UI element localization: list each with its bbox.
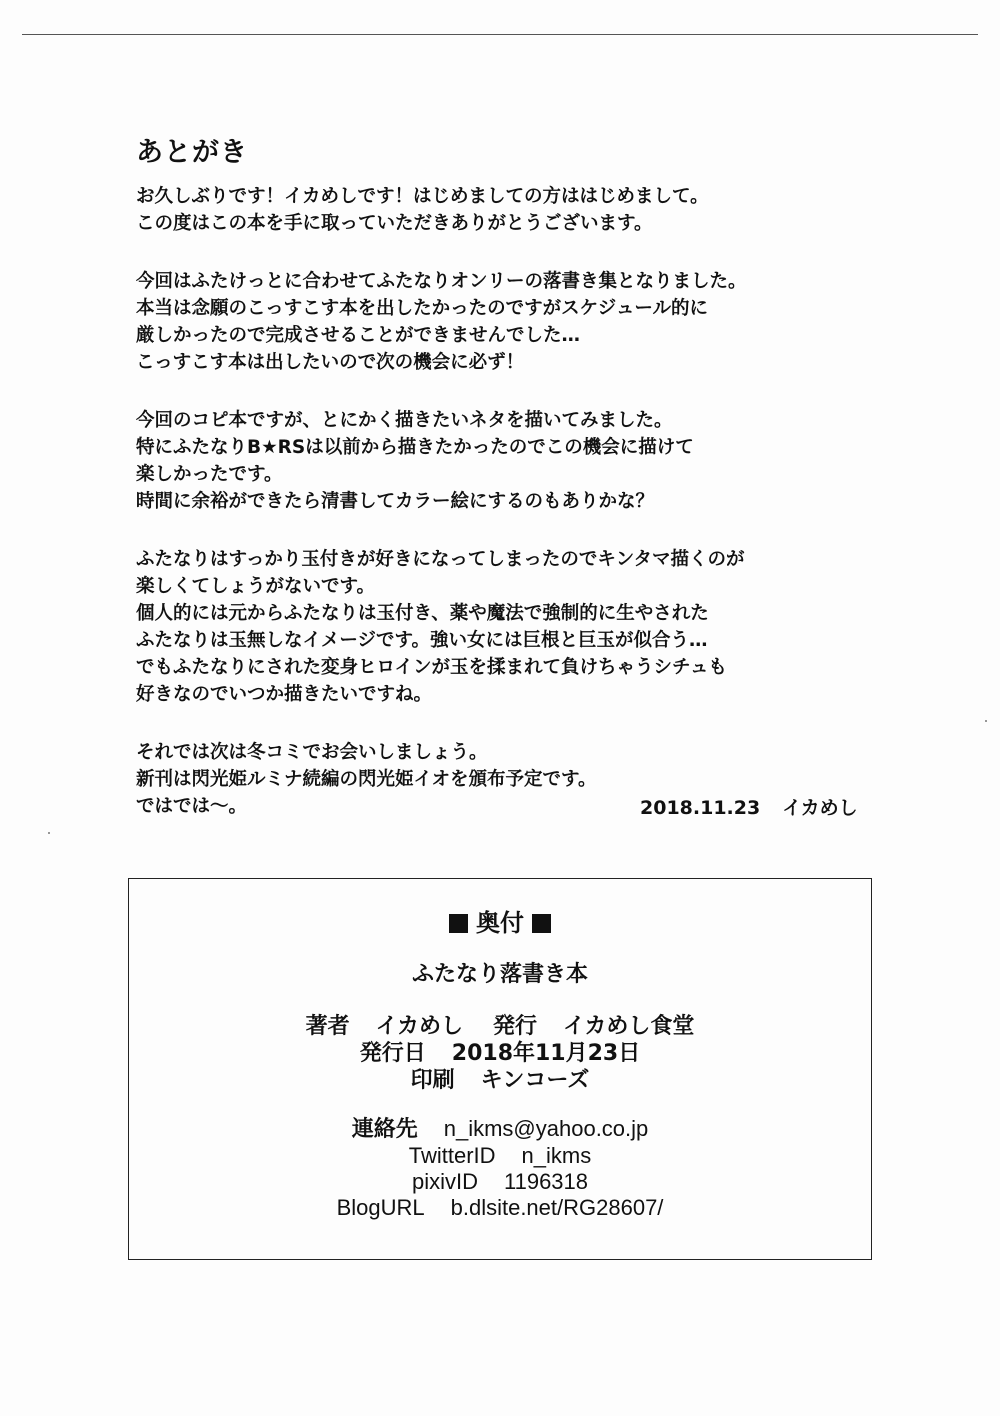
text-line: でもふたなりにされた変身ヒロインが玉を揉まれて負けちゃうシチュも: [136, 657, 727, 678]
author-label: 著者: [305, 1014, 350, 1039]
blog-value: b.dlsite.net/RG28607/: [450, 1195, 664, 1220]
issue-date-value: 2018年11月23日: [451, 1041, 641, 1066]
credits-row-printer: [129, 1067, 871, 1094]
scan-speck: [985, 720, 987, 722]
text-line: 好きなのでいつか描きたいですね。: [136, 684, 433, 705]
colophon-heading-label: 奥付: [476, 909, 524, 937]
publisher-label: 発行: [493, 1014, 538, 1039]
black-square-icon: [532, 914, 551, 933]
printer-label: 印刷: [410, 1068, 455, 1093]
afterword-paragraph-1: [136, 183, 896, 237]
afterword-title: あとがき: [136, 137, 248, 168]
text-line: 今回のコピ本ですが、とにかく描きたいネタを描いてみました。: [136, 410, 673, 431]
afterword-section: [136, 130, 896, 851]
afterword-paragraph-3: [136, 407, 896, 515]
twitter-value: n_ikms: [521, 1143, 592, 1168]
text-line: ふたなりはすっかり玉付きが好きになってしまったのでキンタマ描くのが: [136, 549, 745, 570]
credits-row-issue-date: [129, 1040, 871, 1067]
contact-label: 連絡先: [351, 1117, 418, 1142]
colophon-heading: [129, 903, 871, 938]
text-line: それでは次は冬コミでお会いしましょう。: [136, 742, 488, 763]
text-line: 本当は念願のこっすこす本を出したかったのですがスケジュール的に: [136, 298, 709, 319]
issue-date-label: 発行日: [359, 1041, 426, 1066]
afterword-signature: [640, 793, 858, 820]
text-line: この度はこの本を手に取っていただきありがとうございます。: [136, 213, 653, 234]
text-line: ふたなりは玉無しなイメージです。強い女には巨根と巨玉が似合う…: [136, 630, 708, 651]
text-line: お久しぶりです！イカめしです！はじめましての方ははじめまして。: [136, 186, 709, 207]
pixiv-label: pixivID: [411, 1169, 478, 1194]
contact-row-pixiv: [129, 1169, 871, 1195]
colophon-credits: [129, 1013, 871, 1094]
text-line: 今回はふたけっとに合わせてふたなりオンリーの落書き集となりました。: [136, 271, 747, 292]
text-line: 時間に余裕ができたら清書してカラー絵にするのもありかな？: [136, 491, 655, 512]
contact-row-email: [129, 1116, 871, 1143]
text-line: 特にふたなりB★RSは以前から描きたかったのでこの機会に描けて: [136, 437, 694, 458]
publisher-value: イカめし食堂: [563, 1014, 695, 1039]
colophon-contacts: [129, 1116, 871, 1221]
twitter-label: TwitterID: [408, 1143, 496, 1168]
black-square-icon: [449, 914, 468, 933]
text-line: 新刊は閃光姫ルミナ続編の閃光姫イオを頒布予定です。: [136, 769, 597, 790]
contact-row-blog: [129, 1195, 871, 1221]
afterword-paragraph-2: [136, 268, 896, 376]
text-line: 楽しくてしょうがないです。: [136, 576, 376, 597]
contact-row-twitter: [129, 1143, 871, 1169]
text-line: 楽しかったです。: [136, 464, 283, 485]
text-line: こっすこす本は出したいので次の機会に必ず！: [136, 352, 525, 373]
colophon-box: [128, 878, 872, 1260]
author-value: イカめし: [375, 1014, 463, 1039]
scan-speck: [48, 832, 50, 834]
text-line: ではでは〜。: [136, 796, 248, 817]
text-line: 厳しかったので完成させることができませんでした…: [136, 325, 581, 346]
signature-author: イカめし: [782, 797, 858, 819]
printer-value: キンコーズ: [480, 1068, 590, 1093]
afterword-paragraph-4: [136, 546, 896, 708]
book-title: ふたなり落書き本: [411, 962, 588, 987]
text-line: 個人的には元からふたなりは玉付き、薬や魔法で強制的に生やされた: [136, 603, 709, 624]
contact-email: n_ikms@yahoo.co.jp: [443, 1116, 649, 1141]
top-rule: [22, 34, 978, 35]
signature-date: 2018.11.23: [640, 797, 761, 819]
blog-label: BlogURL: [336, 1195, 425, 1220]
credits-row-author-publisher: [129, 1013, 871, 1040]
pixiv-value: 1196318: [504, 1169, 589, 1194]
